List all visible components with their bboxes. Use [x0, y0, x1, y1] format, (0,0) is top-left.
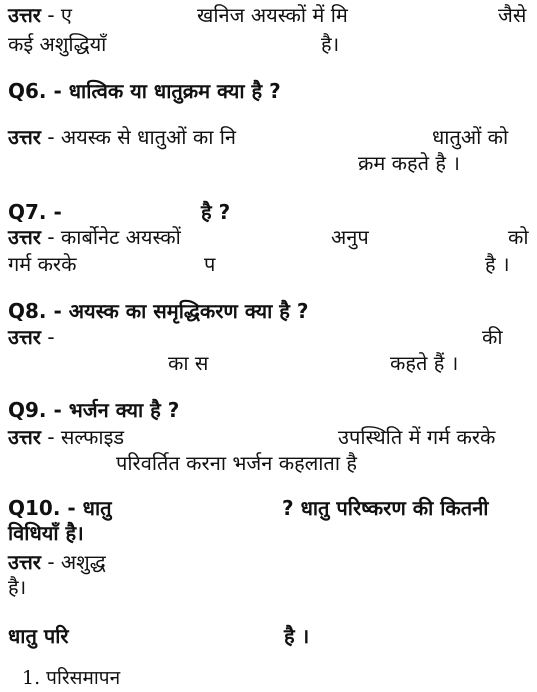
answer-8-line-1: उत्तर - — [8, 325, 55, 349]
answer-7-text-middle: अनुप — [331, 225, 369, 249]
question-7: Q7. - — [8, 200, 62, 224]
list-item: 1. परिसमापन — [22, 667, 121, 689]
answer-9-line-2: परिवर्तित करना भर्जन कहलाता है — [116, 451, 357, 475]
answer-9-line-1: उत्तर - सल्फाइड — [8, 425, 125, 449]
question-9: Q9. - भर्जन क्या है ? — [8, 398, 180, 422]
answer-7-text-right: को — [508, 225, 529, 249]
answer-6-line-1: उत्तर - अयस्क से धातुओं का नि — [8, 125, 237, 149]
question-10-line-1-end: ? धातु परिष्करण की कितनी — [282, 496, 489, 520]
answer-5-text-right: जैसे — [498, 3, 527, 27]
section-heading-end: है । — [284, 624, 310, 648]
answer-5-line-2: कई अशुद्धियाँ — [8, 32, 107, 56]
question-10-line-2: विधियाँ है। — [8, 521, 84, 545]
question-6: Q6. - धात्विक या धातुक्रम क्या है ? — [8, 79, 281, 103]
answer-10-line-1: उत्तर - अशुद्ध — [8, 550, 106, 574]
answer-8-text-right: की — [482, 325, 503, 349]
answer-5-line-1: उत्तर - ए — [8, 3, 72, 27]
answer-7-line-1: उत्तर - कार्बोनेट अयस्कों — [8, 225, 181, 249]
answer-7-line-2-middle: प — [204, 252, 216, 276]
answer-10-line-2: है। — [8, 575, 27, 599]
answer-7-line-2: गर्म करके — [8, 252, 77, 276]
answer-6-line-2: क्रम कहते है । — [358, 151, 460, 175]
answer-8-line-2: का स — [168, 351, 209, 375]
question-8: Q8. - अयस्क का समृद्धिकरण क्या है ? — [8, 299, 309, 323]
question-7-end: है ? — [201, 200, 231, 224]
answer-8-line-2-end: कहते हैं । — [390, 351, 459, 375]
answer-6-text-right: धातुओं को — [432, 125, 509, 149]
question-10-line-1: Q10. - धातु — [8, 496, 112, 520]
answer-5-text-middle: खनिज अयस्कों में मि — [197, 3, 348, 27]
answer-7-line-2-end: है । — [485, 252, 510, 276]
answer-9-text-right: उपस्थिति में गर्म करके — [338, 425, 496, 449]
section-heading: धातु परि — [8, 624, 69, 648]
answer-5-line-2-end: है। — [321, 32, 340, 56]
